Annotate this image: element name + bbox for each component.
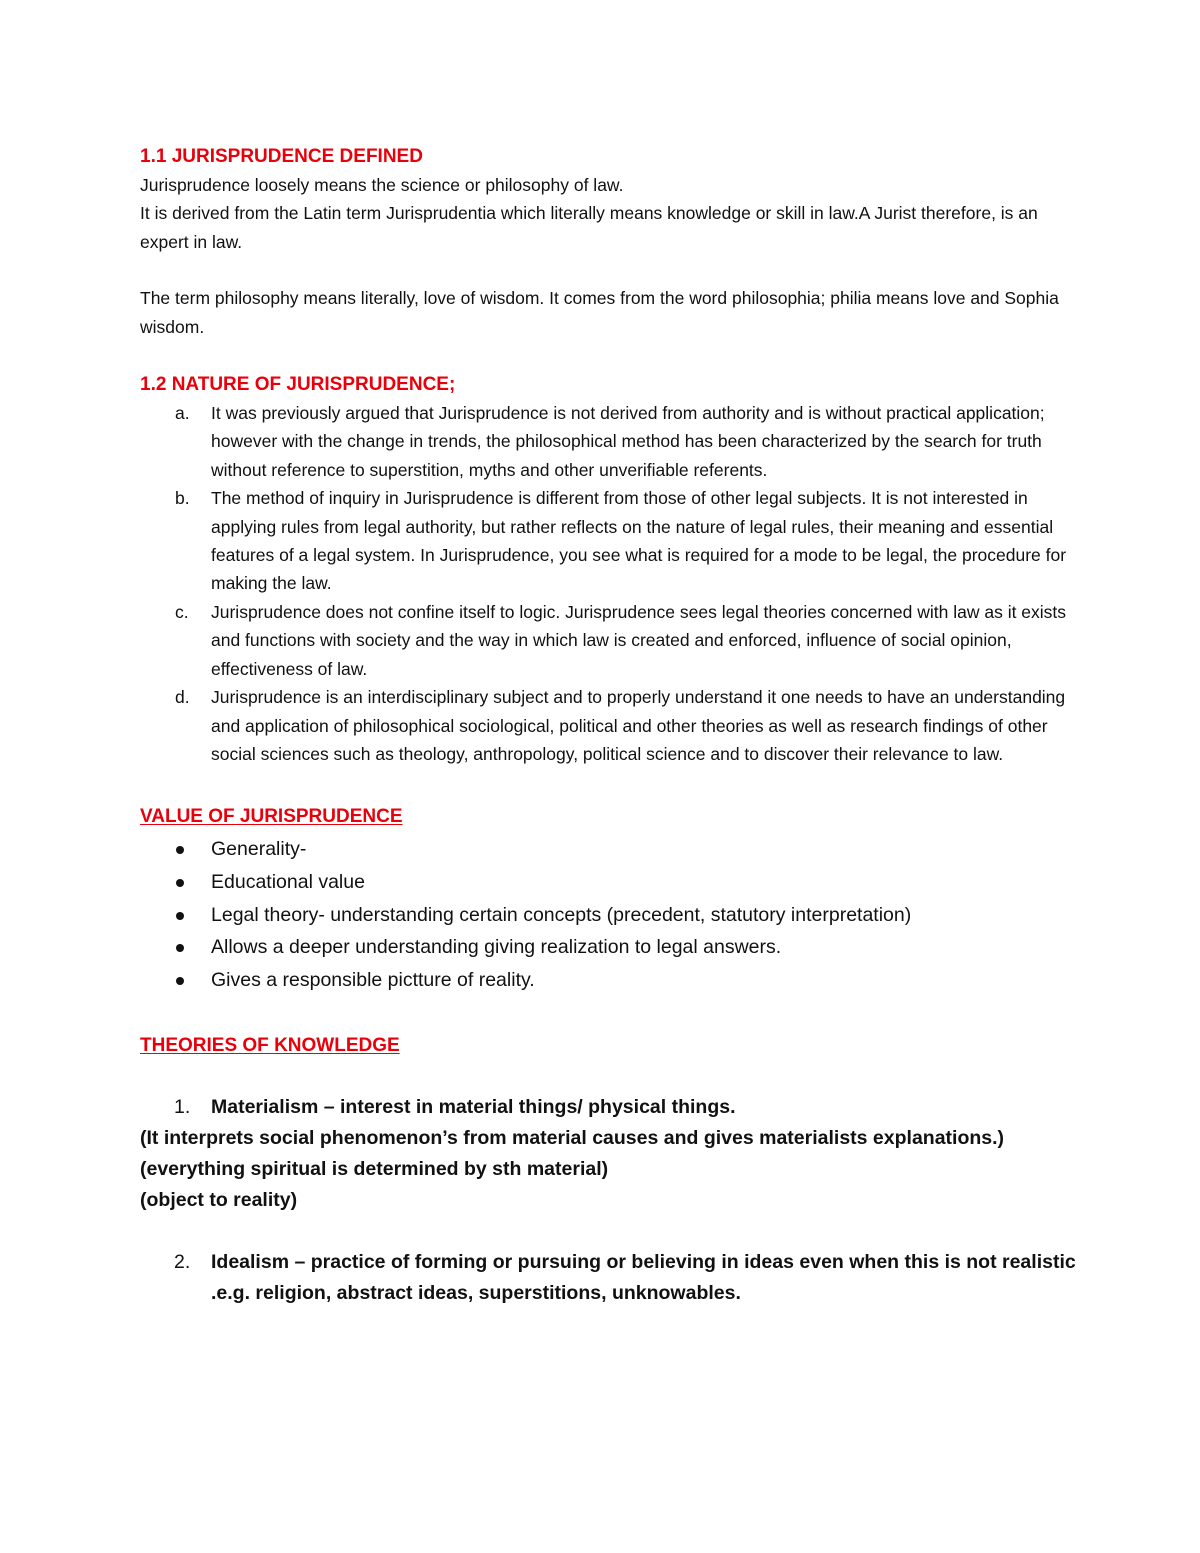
bullet-text: Allows a deeper understanding giving realization to legal answers. (211, 936, 782, 959)
list-item (140, 399, 1080, 484)
bullet-icon (176, 879, 184, 887)
section-heading-value-of-jurisprudence: VALUE OF JURISPRUDENCE (140, 806, 403, 828)
value-bullet-list (140, 833, 1080, 996)
list-item-text: The method of inquiry in Jurisprudence is different from those of other legal subjects. It is not interested in applying rules from legal authority, but rather reflects on the nature of legal rules, their meaning and essential features of a legal system. In Jurisprudence, you see what is required for a mode to be legal, the procedure for making the law. (211, 488, 1067, 594)
paragraph-definition: Jurisprudence loosely means the science or philosophy of law. (140, 175, 624, 195)
theory-description: – interest in material things/ physical things. (318, 1096, 736, 1119)
bullet-icon (176, 912, 184, 920)
bullet-text: Gives a responsible pictture of reality. (211, 968, 535, 991)
bullet-item (140, 899, 1080, 932)
list-item-text: Jurisprudence is an interdisciplinary subject and to properly understand it one needs to have an understanding and application of philosophical sociological, political and other theories as well as research findings of other social sciences such as theology, anthropology, political science and to discover their relevance to law. (211, 687, 1066, 764)
bullet-icon (176, 846, 184, 854)
bullet-icon (176, 977, 184, 985)
bullet-text: Legal theory- understanding certain concepts (precedent, statutory interpretation) (211, 903, 912, 926)
bullet-item (140, 833, 1080, 866)
list-marker: c. (175, 601, 189, 622)
theory-note: (object to reality) (140, 1189, 298, 1212)
theory-item-idealism (140, 1247, 1091, 1309)
nature-list (140, 399, 1080, 768)
theory-term: Idealism – (211, 1251, 306, 1274)
list-item (140, 683, 1080, 768)
list-item (140, 598, 1080, 683)
bullet-text: Generality- (211, 838, 307, 861)
list-marker: b. (175, 488, 190, 509)
section-heading-theories-of-knowledge: THEORIES OF KNOWLEDGE (140, 1035, 400, 1057)
section-heading-nature-of-jurisprudence: 1.2 NATURE OF JURISPRUDENCE; (140, 374, 456, 396)
theory-note: (everything spiritual is determined by sth material) (140, 1158, 609, 1181)
theory-item-materialism (140, 1092, 1080, 1123)
list-marker: a. (175, 403, 190, 424)
bullet-text: Educational value (211, 870, 365, 893)
paragraph-philosophy-meaning: The term philosophy means literally, love of wisdom. It comes from the word philosophia; philia means love and Sophia wisdom. (140, 288, 1059, 337)
paragraph-latin-origin: It is derived from the Latin term Jurisprudentia which literally means knowledge or skill in law.A Jurist therefore, is an expert in law. (140, 203, 1038, 252)
theory-note: (It interprets social phenomenon’s from material causes and gives materialists explanations.) (140, 1127, 1005, 1150)
document-content (140, 143, 1080, 1309)
theory-number: 2. (174, 1251, 191, 1274)
section-heading-jurisprudence-defined: 1.1 JURISPRUDENCE DEFINED (140, 146, 423, 167)
bullet-item (140, 964, 1080, 997)
theory-number: 1. (174, 1096, 191, 1119)
list-item-text: Jurisprudence does not confine itself to logic. Jurisprudence sees legal theories concerned with law as it exists and functions with society and the way in which law is created and enforced, influence of social opinion, effectiveness of law. (211, 601, 1067, 679)
theory-term: Materialism (211, 1096, 319, 1119)
bullet-icon (176, 944, 184, 952)
list-item-text: It was previously argued that Jurisprudence is not derived from authority and is without practical application; however with the change in trends, the philosophical method has been characterized by the search for truth without reference to superstition, myths and other unverifiable referents. (211, 403, 1045, 480)
bullet-item (140, 931, 1080, 964)
list-item (140, 484, 1080, 598)
bullet-item (140, 866, 1080, 899)
list-marker: d. (175, 687, 190, 708)
theory-description: practice of forming or pursuing or believing in ideas even when this is not realistic .e.g. religion, abstract ideas, superstitions, unknowables. (211, 1251, 1076, 1305)
